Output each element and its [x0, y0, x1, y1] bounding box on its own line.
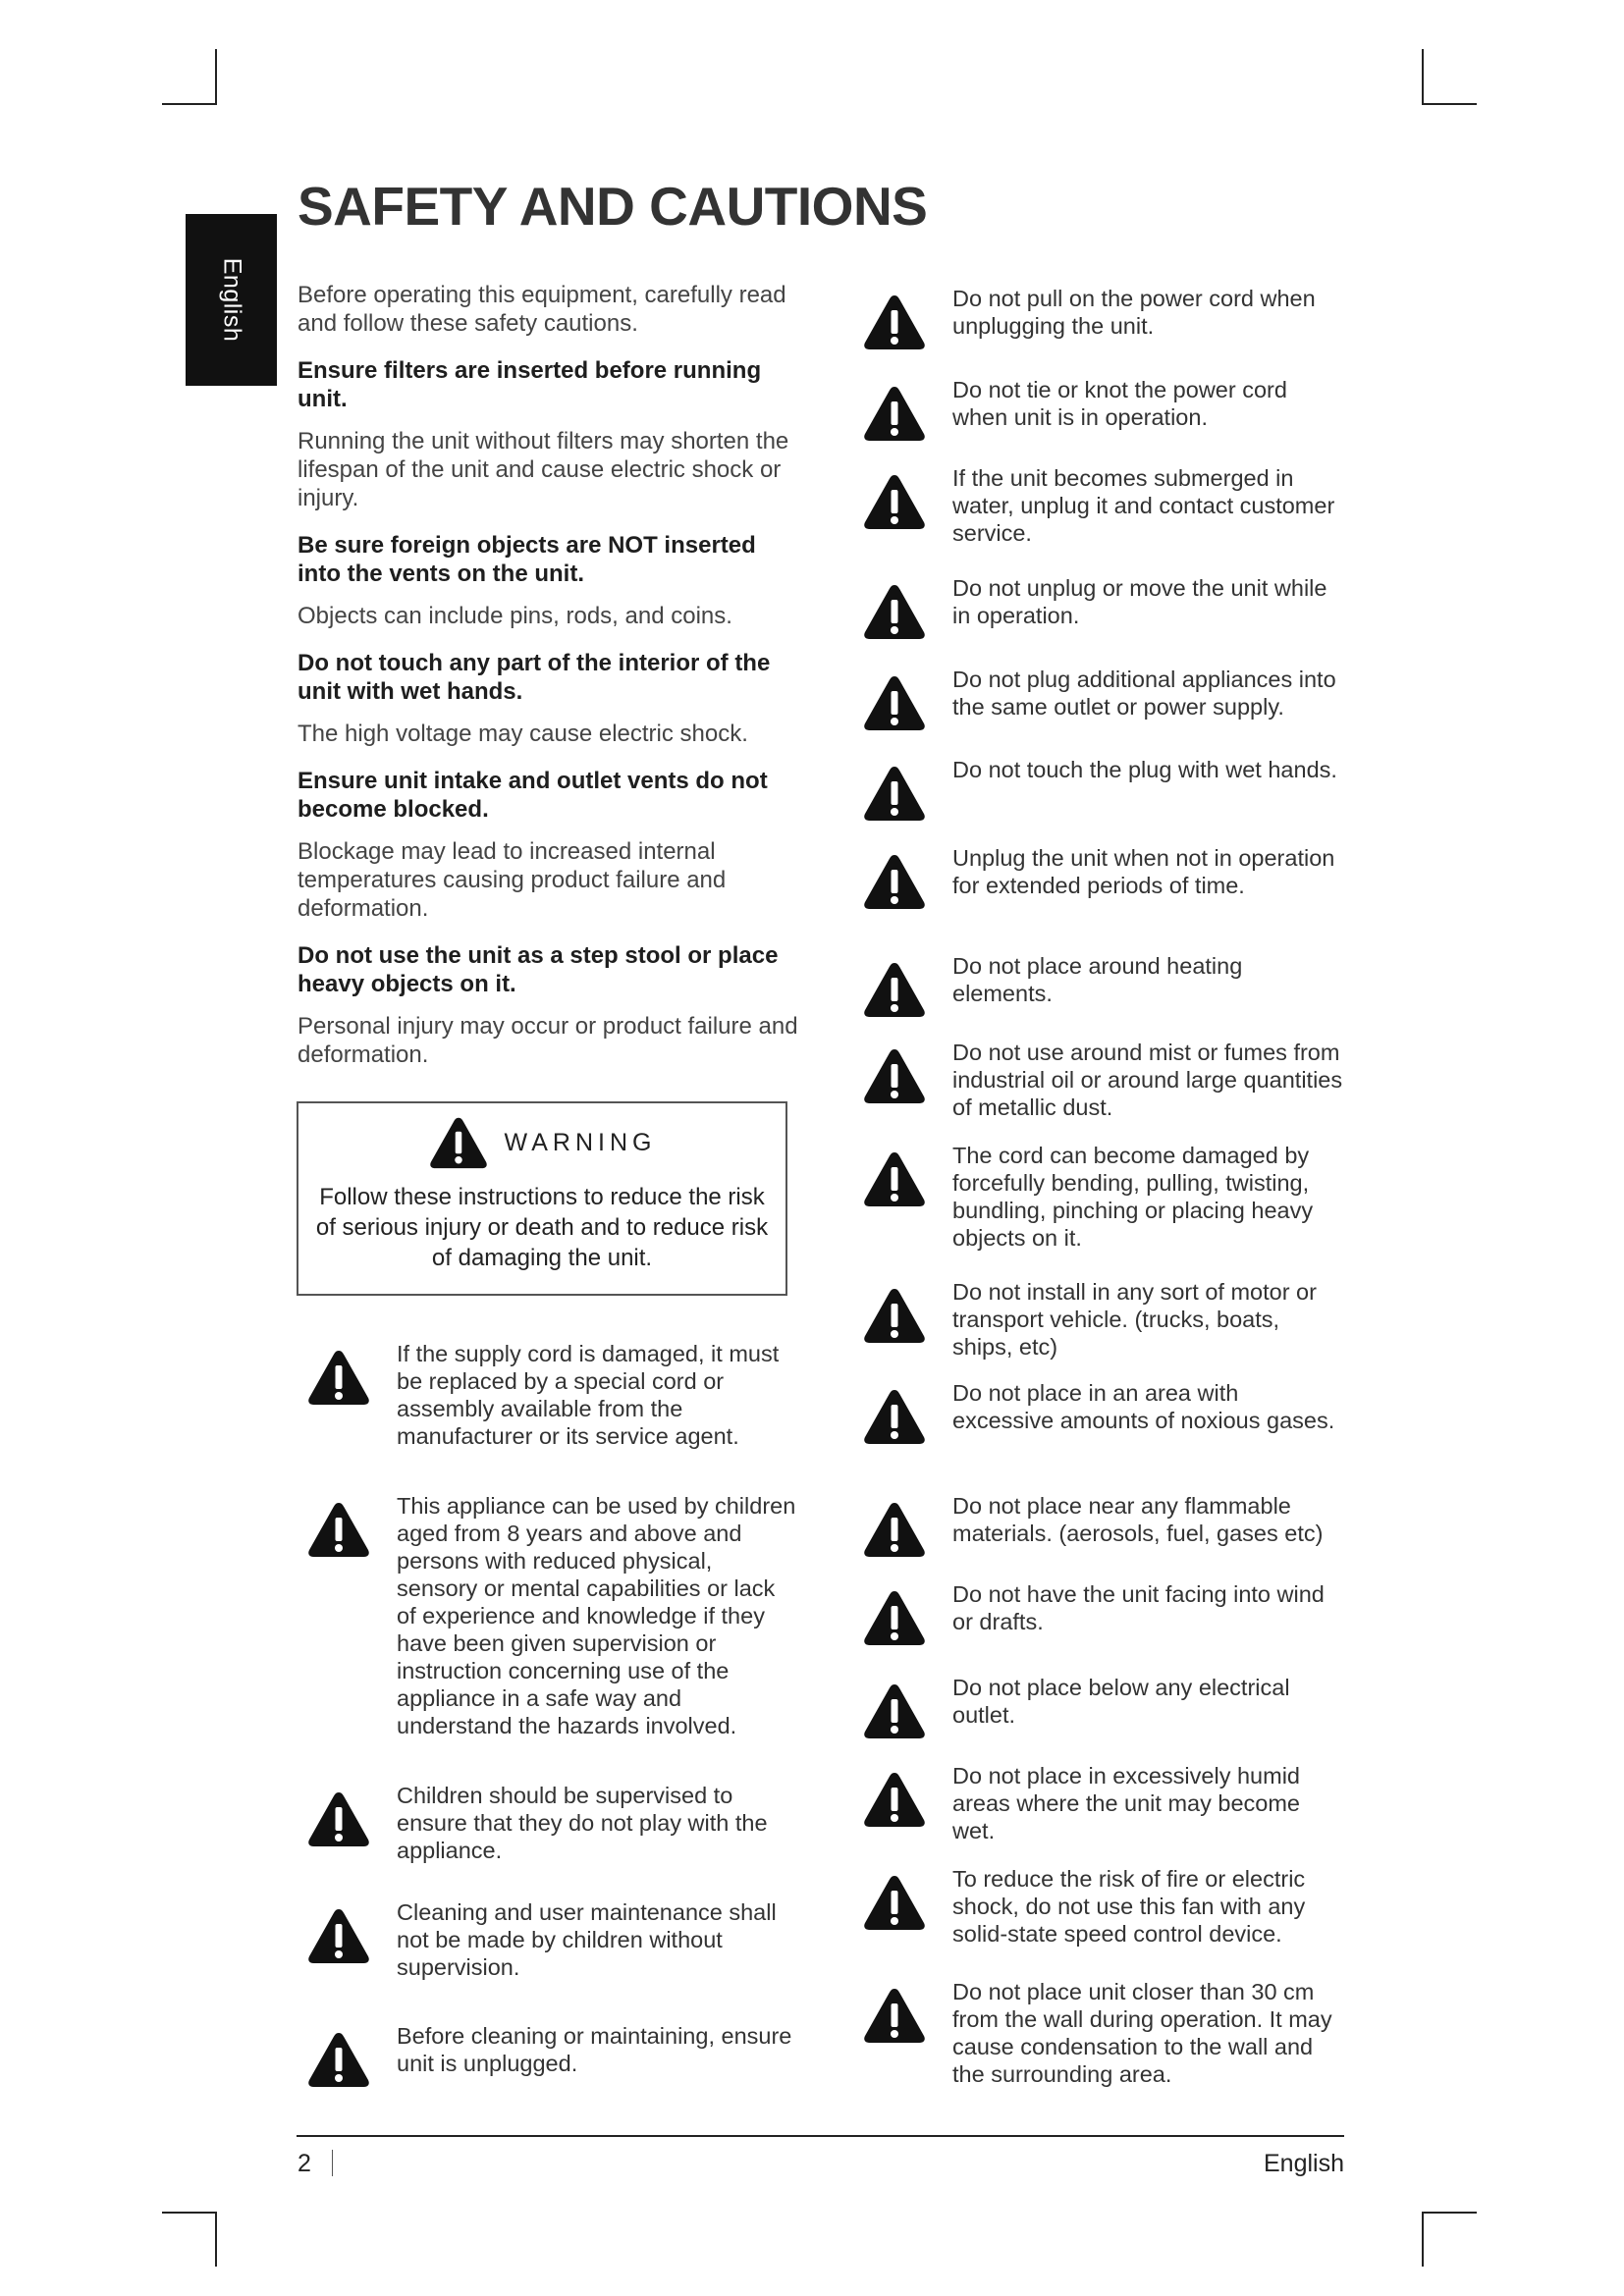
caution-text: Personal injury may occur or product failure and deformation. — [298, 1013, 798, 1068]
warning-item — [298, 1492, 798, 1739]
caution-text: Before operating this equipment, carefully read and follow these safety cautions. — [298, 282, 786, 337]
warning-item-text: Do not pull on the power cord when unplugging the unit. — [952, 286, 1316, 339]
warning-item-text: Do not tie or knot the power cord when unit is in operation. — [952, 377, 1287, 430]
warning-item — [298, 1782, 798, 1864]
warning-item — [862, 1762, 1343, 1844]
warning-item-text: Do not place below any electrical outlet. — [952, 1675, 1290, 1728]
warning-triangle-icon — [862, 472, 927, 531]
page-number: 2 — [298, 2150, 311, 2177]
warning-item — [862, 1492, 1343, 1559]
crop-mark-bottom-left — [215, 2212, 217, 2267]
warning-item-text: If the unit becomes submerged in water, unplug it and contact customer service. — [952, 465, 1335, 546]
warning-item — [862, 574, 1343, 641]
warning-triangle-icon — [862, 673, 927, 732]
warning-triangle-icon — [862, 1873, 927, 1932]
warning-item — [862, 952, 1343, 1019]
warning-item — [298, 1898, 798, 1981]
warning-item — [862, 376, 1343, 443]
warning-item-text: Before cleaning or maintaining, ensure unit is unplugged. — [397, 2023, 792, 2076]
caution-heading: Be sure foreign objects are NOT inserted into the vents on the unit. — [298, 532, 756, 587]
warning-item — [862, 1278, 1343, 1361]
warning-item — [862, 844, 1343, 911]
warning-item-text: This appliance can be used by children aged from 8 years and above and persons with reduced physical, sensory or mental capabilities or lack of experience and knowledge if they have been given supervision or instruction concerning use of the appliance in a safe way and understand the hazards involved. — [397, 1493, 796, 1738]
warning-triangle-icon — [862, 1500, 927, 1559]
warning-triangle-icon — [862, 764, 927, 823]
warning-item-text: Do not place in an area with excessive amounts of noxious gases. — [952, 1380, 1335, 1433]
warning-triangle-icon — [306, 1789, 371, 1848]
warning-triangle-icon — [862, 1770, 927, 1829]
warning-item-text: Do not place near any flammable materials. (aerosols, fuel, gases etc) — [952, 1493, 1324, 1546]
caution-text: Objects can include pins, rods, and coins. — [298, 603, 732, 629]
warning-triangle-icon — [306, 1906, 371, 1965]
warning-item — [862, 1674, 1343, 1740]
crop-mark-bottom-left — [162, 2212, 217, 2214]
warning-box — [297, 1101, 787, 1296]
warning-item — [862, 285, 1343, 351]
warning-item-text: Do not unplug or move the unit while in operation. — [952, 575, 1327, 628]
caution-text: Blockage may lead to increased internal temperatures causing product failure and deformation. — [298, 838, 727, 922]
warning-triangle-icon — [862, 1588, 927, 1647]
caution-heading: Do not touch any part of the interior of the unit with wet hands. — [298, 650, 771, 705]
warning-item-text: Do not touch the plug with wet hands. — [952, 757, 1337, 782]
intro-column — [298, 281, 798, 1088]
warning-item-text: The cord can become damaged by forcefully bending, pulling, twisting, bundling, pinching or placing heavy objects on it. — [952, 1143, 1314, 1251]
warning-item-text: Do not install in any sort of motor or transport vehicle. (trucks, boats, ships, etc) — [952, 1279, 1317, 1360]
warning-item — [862, 1039, 1343, 1121]
warning-item-text: Do not place around heating elements. — [952, 953, 1243, 1006]
caution-text: The high voltage may cause electric shock. — [298, 721, 748, 747]
warning-item — [298, 2022, 798, 2089]
caution-heading: Ensure unit intake and outlet vents do not become blocked. — [298, 768, 768, 823]
warning-item-text: Do not place unit closer than 30 cm from the wall during operation. It may cause condensation to the wall and the surrounding area. — [952, 1979, 1332, 2087]
warning-triangle-icon — [862, 852, 927, 911]
warning-text: Follow these instructions to reduce the risk of serious injury or death and to reduce risk of damaging the unit. — [315, 1184, 769, 1271]
warning-item — [862, 1865, 1343, 1948]
warning-triangle-icon — [306, 1500, 371, 1559]
warning-item — [862, 1580, 1343, 1647]
crop-mark-top-left — [162, 103, 217, 105]
warning-item-text: Do not place in excessively humid areas where the unit may become wet. — [952, 1763, 1300, 1843]
language-tab-label: English — [218, 257, 245, 343]
warning-item — [298, 1340, 798, 1450]
warning-triangle-icon — [862, 1986, 927, 2045]
warning-item — [862, 464, 1343, 547]
warning-triangle-icon — [862, 582, 927, 641]
warning-triangle-icon — [862, 960, 927, 1019]
warning-item — [862, 1142, 1343, 1252]
warning-item-text: Unplug the unit when not in operation for extended periods of time. — [952, 845, 1335, 898]
warning-triangle-icon — [306, 2030, 371, 2089]
warning-item — [862, 756, 1343, 823]
caution-text: Running the unit without filters may shorten the lifespan of the unit and cause electric shock or injury. — [298, 428, 789, 511]
warning-triangle-icon — [306, 1348, 371, 1407]
warning-item — [862, 666, 1343, 732]
warning-item-text: Do not plug additional appliances into the same outlet or power supply. — [952, 667, 1336, 720]
warning-header — [298, 1115, 785, 1170]
warning-item-text: Do not have the unit facing into wind or drafts. — [952, 1581, 1325, 1634]
caution-heading: Ensure filters are inserted before running unit. — [298, 357, 762, 412]
crop-mark-top-right — [1422, 103, 1477, 105]
warning-item — [862, 1379, 1343, 1446]
crop-mark-top-right — [1422, 49, 1424, 104]
warning-triangle-icon — [862, 1046, 927, 1105]
warning-item-text: If the supply cord is damaged, it must be replaced by a special cord or assembly available from the manufacturer or its service agent. — [397, 1341, 780, 1449]
caution-heading: Do not use the unit as a step stool or place heavy objects on it. — [298, 942, 779, 997]
warning-item-text: Cleaning and user maintenance shall not be made by children without supervision. — [397, 1899, 777, 1980]
warning-triangle-icon — [862, 1682, 927, 1740]
warning-label: WARNING — [504, 1128, 657, 1156]
page-title: SAFETY AND CAUTIONS — [298, 176, 928, 237]
warning-triangle-icon — [862, 1149, 927, 1208]
page-number-separator — [332, 2150, 333, 2176]
warning-triangle-icon — [862, 1387, 927, 1446]
warning-triangle-icon — [862, 1286, 927, 1345]
warning-item-text: To reduce the risk of fire or electric shock, do not use this fan with any solid-state speed control device. — [952, 1866, 1306, 1947]
language-tab — [186, 214, 277, 386]
footer-language: English — [1264, 2150, 1344, 2177]
crop-mark-bottom-right — [1422, 2212, 1424, 2267]
warning-triangle-icon — [428, 1115, 489, 1170]
warning-item-text: Children should be supervised to ensure that they do not play with the appliance. — [397, 1783, 768, 1863]
warning-triangle-icon — [862, 384, 927, 443]
warning-item-text: Do not use around mist or fumes from industrial oil or around large quantities of metallic dust. — [952, 1040, 1343, 1120]
crop-mark-bottom-right — [1422, 2212, 1477, 2214]
warning-triangle-icon — [862, 293, 927, 351]
footer-divider — [297, 2135, 1344, 2137]
crop-mark-top-left — [215, 49, 217, 104]
warning-item — [862, 1978, 1343, 2088]
